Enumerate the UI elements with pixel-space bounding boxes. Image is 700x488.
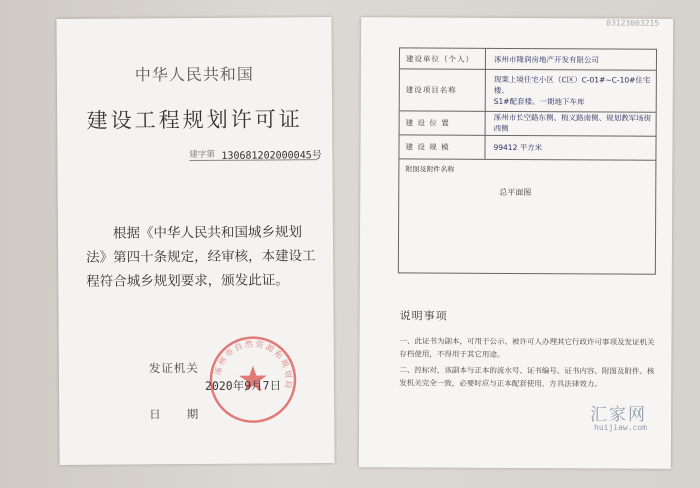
note-item: 二、控标对，该副本与正本的流水号、证书编号、证书内容、附图及附件、核发机关完全一致，必要时应与正本配套使用，方具法律效力。 xyxy=(399,365,655,388)
project-info-table xyxy=(398,47,657,274)
certificate-front-page xyxy=(56,17,334,465)
row-value xyxy=(486,111,656,136)
date-label-char-2: 期 xyxy=(186,406,199,422)
notes-list xyxy=(399,335,659,394)
certificate-number: 130681202000045号 xyxy=(221,150,322,162)
value-line: 涿州市长空路东侧、植义路南侧、规划教军场街西侧 xyxy=(493,112,652,133)
row-value xyxy=(486,49,656,70)
row-value xyxy=(485,135,655,160)
row-value xyxy=(486,69,656,112)
issue-date: 2020年9月7日 xyxy=(204,378,282,393)
row-label: 建设单位（个人） xyxy=(400,48,486,68)
issuer-label: 发证机关 xyxy=(148,360,199,376)
table-row xyxy=(400,110,656,136)
value-line: 现案上境住宅小区（C区）C-01#~C-10#住宅楼、 xyxy=(493,74,651,95)
table-row xyxy=(399,134,655,160)
country-name: 中华人民共和国 xyxy=(134,64,254,85)
attachment-label: 附图及附件名称 xyxy=(405,165,455,174)
row-label: 建 设 位 置 xyxy=(400,110,486,134)
table-row xyxy=(400,68,656,112)
date-label-char-1: 日 xyxy=(149,407,161,422)
note-item: 一、此证书为副本，可用于公示、被许可人办理其它行政许可事项及发证机关存档使用，不得用于其它用途。 xyxy=(399,336,655,359)
value-line: 涿州市隆润房地产开发有限公司 xyxy=(493,54,599,64)
serial-number: 03123003215 xyxy=(606,18,660,28)
value-line: 99412 平方米 xyxy=(493,142,543,152)
attachment-value: 总平面图 xyxy=(499,187,532,198)
notes-title: 说明事项 xyxy=(399,309,448,323)
value-line: S1#配套楼、一期地下车库 xyxy=(493,96,585,106)
certificate-number-label: 建字第 xyxy=(189,149,215,161)
row-label: 建设项目名称 xyxy=(400,68,486,110)
seal-text: 涿州市自然资源和规划局 xyxy=(213,339,294,392)
watermark-text: 汇家网 xyxy=(590,405,647,425)
date-label xyxy=(149,406,198,422)
watermark-url: huijiaw.com xyxy=(594,423,647,432)
certificate-title: 建设工程规划许可证 xyxy=(86,107,303,133)
row-label: 建 设 规 模 xyxy=(399,134,485,158)
certificate-body: 根据《中华人民共和国城乡规划法》第四十条规定，经审核，本建设工程符合城乡规划要求，颁发此证。 xyxy=(86,224,316,290)
table-row xyxy=(400,48,656,70)
